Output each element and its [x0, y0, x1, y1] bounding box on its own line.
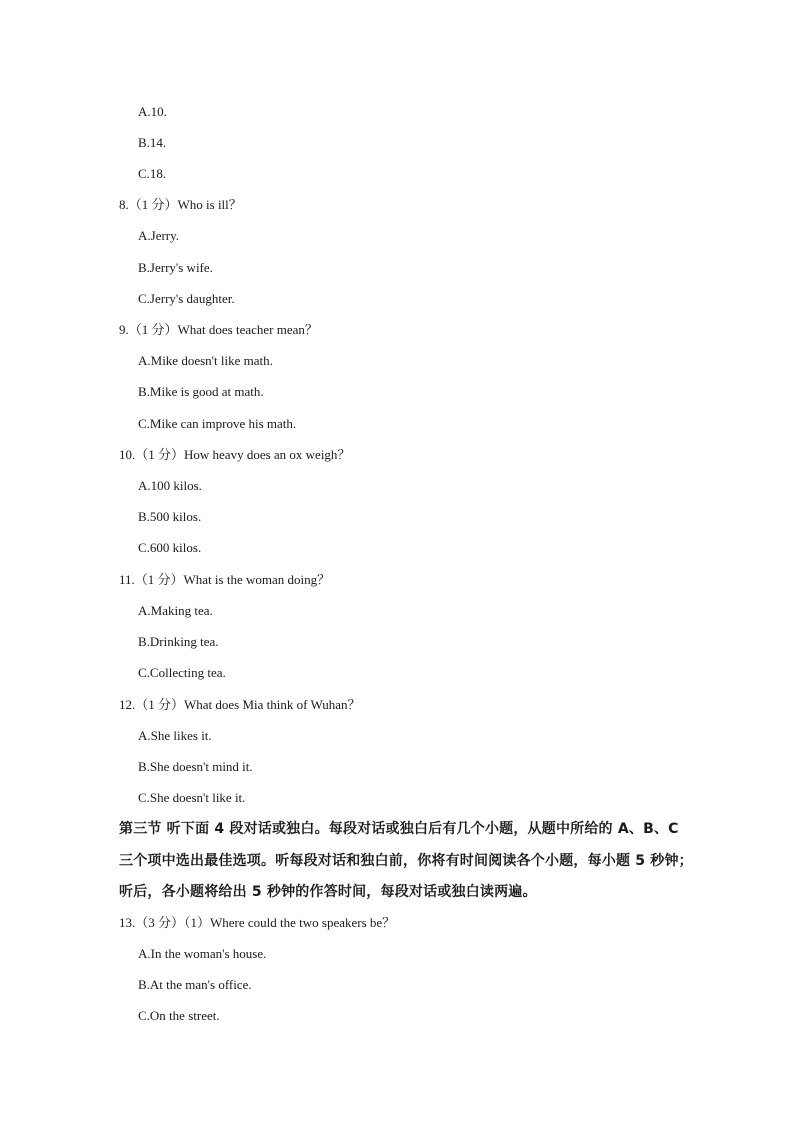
q11-stem: 11.（1 分）What is the woman doing？	[119, 572, 331, 587]
q9-stem: 9.（1 分）What does teacher mean？	[119, 322, 318, 337]
q9-option-c: C.Mike can improve his math.	[138, 416, 297, 431]
q7-option-a: A.10.	[138, 104, 167, 119]
q10-stem: 10.（1 分）How heavy does an ox weigh？	[119, 447, 351, 462]
section3-heading-line-3: 听后，各小题将给出 5 秒钟的作答时间，每段对话或独白读两遍。	[119, 884, 537, 900]
q7-option-c: C.18.	[138, 166, 167, 181]
q12-stem: 12.（1 分）What does Mia think of Wuhan？	[119, 697, 361, 712]
q8-stem: 8.（1 分）Who is ill？	[119, 197, 242, 212]
q9-option-a: A.Mike doesn't like math.	[138, 353, 273, 368]
q13-stem: 13.（3 分）（1）Where could the two speakers be？	[119, 915, 396, 930]
q10-option-c: C.600 kilos.	[138, 540, 202, 555]
q11-option-b: B.Drinking tea.	[138, 634, 219, 649]
q13-option-c: C.On the street.	[138, 1008, 220, 1023]
q8-option-b: B.Jerry's wife.	[138, 260, 213, 275]
q7-option-b: B.14.	[138, 135, 167, 150]
q8-option-c: C.Jerry's daughter.	[138, 291, 235, 306]
section3-heading-line-2: 三个项中选出最佳选项。听每段对话和独白前，你将有时间阅读各个小题，每小题 5 秒钟；	[119, 853, 693, 869]
q10-option-b: B.500 kilos.	[138, 509, 202, 524]
q11-option-c: C.Collecting tea.	[138, 665, 226, 680]
q12-option-c: C.She doesn't like it.	[138, 790, 246, 805]
q12-option-a: A.She likes it.	[138, 728, 212, 743]
q10-option-a: A.100 kilos.	[138, 478, 202, 493]
section3-heading-line-1: 第三节 听下面 4 段对话或独白。每段对话或独白后有几个小题，从题中所给的 A、B、C	[119, 821, 679, 837]
q11-option-a: A.Making tea.	[138, 603, 213, 618]
q9-option-b: B.Mike is good at math.	[138, 384, 264, 399]
q13-option-a: A.In the woman's house.	[138, 946, 267, 961]
q8-option-a: A.Jerry.	[138, 228, 180, 243]
q12-option-b: B.She doesn't mind it.	[138, 759, 253, 774]
q13-option-b: B.At the man's office.	[138, 977, 252, 992]
